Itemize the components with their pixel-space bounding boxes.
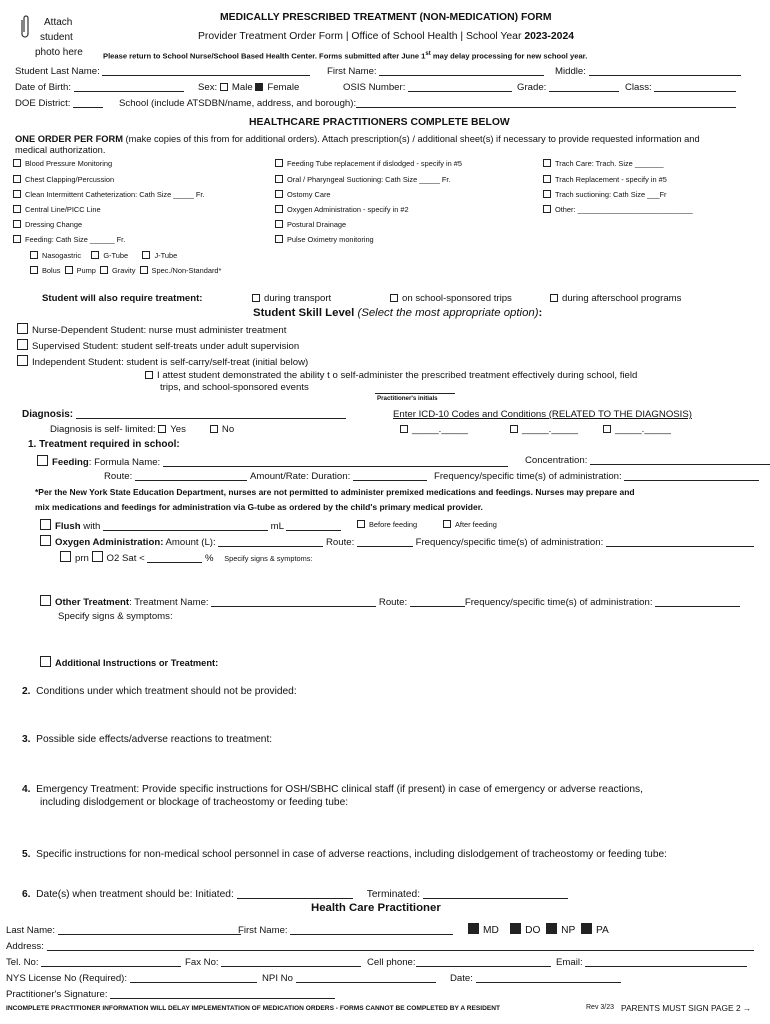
oxygen-field[interactable]: Oxygen Administration: Amount (L): Route: Frequency/specific time(s) of administration: bbox=[40, 535, 754, 548]
practitioner-first-name-field[interactable]: First Name: bbox=[238, 925, 453, 936]
section-1-heading: 1. Treatment required in school: bbox=[28, 439, 180, 450]
nys-note-line1: *Per the New York State Education Department, nurses are not permitted to administer premixed medications and feedings. Nurses may prepare and bbox=[35, 487, 635, 497]
skill-level-heading: Student Skill Level (Select the most appropriate option): bbox=[253, 307, 543, 319]
footer-parents-sign: PARENTS MUST SIGN PAGE 2 → bbox=[621, 1003, 752, 1013]
other-treatment-field[interactable]: Other Treatment: Treatment Name: Route: Frequency/specific time(s) of administration: bbox=[40, 595, 740, 608]
attach-photo-label-1: Attach bbox=[44, 17, 73, 28]
feeding-formula-field[interactable]: Feeding: Formula Name: bbox=[37, 455, 508, 468]
section-4: 4. Emergency Treatment: Provide specific instructions for OSH/SBHC clinical staff (if present) in case of emergency or adverse reactions, bbox=[22, 784, 643, 795]
o2-sat-checkbox[interactable] bbox=[92, 551, 103, 562]
treatment-option[interactable]: Central Line/PICC Line bbox=[13, 205, 101, 214]
np-checkbox[interactable] bbox=[546, 923, 557, 934]
nys-note-line2: mix medications and feedings for administration via G-tube as ordered by the child's primary medical provider. bbox=[35, 502, 483, 512]
practitioner-initials-field[interactable] bbox=[375, 384, 455, 394]
j-tube-checkbox[interactable] bbox=[142, 251, 150, 259]
g-tube-checkbox[interactable] bbox=[91, 251, 99, 259]
practitioner-date-field[interactable]: Date: bbox=[450, 973, 621, 984]
npi-field[interactable]: NPI No bbox=[262, 973, 436, 984]
treatment-option[interactable]: Pulse Oximetry monitoring bbox=[275, 235, 374, 244]
treatment-option[interactable]: Ostomy Care bbox=[275, 190, 331, 199]
concentration-field[interactable]: Concentration: bbox=[525, 455, 770, 466]
practitioner-address-field[interactable]: Address: bbox=[6, 941, 754, 952]
self-limited-field: Diagnosis is self- limited: Yes No bbox=[50, 424, 235, 435]
section-2: 2. Conditions under which treatment should not be provided: bbox=[22, 686, 297, 697]
section-5: 5. Specific instructions for non-medical school personnel in case of adverse reactions, including dislodgement of tracheostomy or feeding tube: bbox=[22, 849, 668, 860]
after-feeding-option[interactable]: After feeding bbox=[443, 520, 497, 529]
md-checkbox[interactable] bbox=[468, 923, 479, 934]
practitioner-tel-field[interactable]: Tel. No: bbox=[6, 957, 181, 968]
attach-photo-label-3: photo here bbox=[35, 47, 83, 58]
doe-district-field[interactable]: DOE District: bbox=[15, 98, 103, 109]
treatment-option[interactable]: Clean Intermittent Catheterization: Cath Size _____ Fr. bbox=[13, 190, 205, 199]
practitioner-email-field[interactable]: Email: bbox=[556, 957, 747, 968]
feeding-subtype-row2: Bolus Pump Gravity Spec./Non-Standard* bbox=[30, 266, 221, 275]
pump-checkbox[interactable] bbox=[65, 266, 73, 274]
nurse-dependent-option[interactable]: Nurse-Dependent Student: nurse must administer treatment bbox=[17, 323, 286, 336]
school-field[interactable]: School (include ATSDBN/name, address, and borough): bbox=[119, 98, 736, 109]
treatment-option[interactable]: Other: ____________________________ bbox=[543, 205, 693, 214]
one-order-note: ONE ORDER PER FORM (make copies of this from for additional orders). Attach prescription(s) / additional sheet(s) if necessary to provide requested information and bbox=[15, 134, 700, 144]
amount-rate-field[interactable]: Amount/Rate: Duration: bbox=[250, 471, 427, 482]
student-first-name-field[interactable]: First Name: bbox=[327, 66, 544, 77]
gravity-checkbox[interactable] bbox=[100, 266, 108, 274]
spec-non-standard-checkbox[interactable] bbox=[140, 266, 148, 274]
student-middle-field[interactable]: Middle: bbox=[555, 66, 741, 77]
additional-instructions-field[interactable]: Additional Instructions or Treatment: bbox=[40, 656, 218, 668]
form-title: MEDICALLY PRESCRIBED TREATMENT (NON-MEDICATION) FORM bbox=[220, 12, 552, 23]
icd-code-1[interactable]: _____._____ bbox=[400, 424, 468, 435]
feeding-subtype-row1: Nasogastric G-Tube J-Tube bbox=[30, 251, 177, 260]
nasogastric-checkbox[interactable] bbox=[30, 251, 38, 259]
supervised-option[interactable]: Supervised Student: student self-treats under adult supervision bbox=[17, 339, 299, 352]
before-feeding-option[interactable]: Before feeding bbox=[357, 520, 417, 529]
practitioner-fax-field[interactable]: Fax No: bbox=[185, 957, 361, 968]
attach-photo-label-2: student bbox=[40, 32, 73, 43]
other-signs-label: Specify signs & symptoms: bbox=[58, 611, 173, 622]
treatment-option[interactable]: Dressing Change bbox=[13, 220, 82, 229]
section-3: 3. Possible side effects/adverse reactions to treatment: bbox=[22, 734, 273, 745]
nys-license-field[interactable]: NYS License No (Required): bbox=[6, 973, 257, 984]
treatment-option[interactable]: Chest Clapping/Percussion bbox=[13, 175, 114, 184]
bolus-checkbox[interactable] bbox=[30, 266, 38, 274]
section-6: 6. Date(s) when treatment should be: Initiated: Terminated: bbox=[22, 889, 568, 900]
icd-code-3[interactable]: _____._____ bbox=[603, 424, 671, 435]
footer-warning: INCOMPLETE PRACTITIONER INFORMATION WILL DELAY IMPLEMENTATION OF MEDICATION ORDERS - FORMS CANNOT BE COMPLETED BY A RESIDENT bbox=[6, 1005, 501, 1012]
section-4-line2: including dislodgement or blockage of tracheostomy or feeding tube: bbox=[40, 797, 349, 808]
paperclip-icon bbox=[18, 14, 32, 40]
dob-field[interactable]: Date of Birth: bbox=[15, 82, 184, 93]
practitioner-last-name-field[interactable]: Last Name: bbox=[6, 925, 241, 936]
treatment-option[interactable]: Feeding: Cath Size ______ Fr. bbox=[13, 235, 125, 244]
independent-option[interactable]: Independent Student: student is self-carry/self-treat (initial below) bbox=[17, 355, 308, 368]
one-order-note-line2: medical authorization. bbox=[15, 145, 106, 155]
self-limited-yes-checkbox[interactable] bbox=[158, 425, 166, 433]
treatment-option[interactable]: Trach Care: Trach. Size _______ bbox=[543, 159, 664, 168]
class-field[interactable]: Class: bbox=[625, 82, 736, 93]
pa-checkbox[interactable] bbox=[581, 923, 592, 934]
afterschool-option[interactable]: during afterschool programs bbox=[550, 293, 681, 304]
practitioner-initials-label: Practitioner's initials bbox=[377, 395, 438, 402]
student-last-name-field[interactable]: Student Last Name: bbox=[15, 66, 310, 77]
self-limited-no-checkbox[interactable] bbox=[210, 425, 218, 433]
attest-checkbox[interactable]: I attest student demonstrated the ability t o self-administer the prescribed treatment effectively during school, field bbox=[145, 370, 637, 381]
during-transport-option[interactable]: during transport bbox=[252, 293, 331, 304]
treatment-option[interactable]: Oral / Pharyngeal Suctioning: Cath Size _____ Fr. bbox=[275, 175, 451, 184]
treatment-option[interactable]: Blood Pressure Monitoring bbox=[13, 159, 112, 168]
treatment-option[interactable]: Trach suctioning: Cath Size ___Fr bbox=[543, 190, 666, 199]
diagnosis-field[interactable]: Diagnosis: bbox=[22, 409, 346, 420]
hcp-heading: HEALTHCARE PRACTITIONERS COMPLETE BELOW bbox=[249, 117, 510, 128]
treatment-option[interactable]: Trach Replacement - specify in #5 bbox=[543, 175, 667, 184]
o2-sat-field: prn O2 Sat < % Specify signs & symptoms: bbox=[60, 551, 313, 564]
attest-line2: trips, and school-sponsored events bbox=[160, 382, 309, 393]
do-checkbox[interactable] bbox=[510, 923, 521, 934]
practitioner-cell-field[interactable]: Cell phone: bbox=[367, 957, 551, 968]
feeding-route-field[interactable]: Route: bbox=[104, 471, 247, 482]
form-subtitle: Provider Treatment Order Form | Office of School Health | School Year 2023-2024 bbox=[198, 31, 575, 42]
sex-field: Sex: Male Female bbox=[198, 82, 300, 93]
school-trips-option[interactable]: on school-sponsored trips bbox=[390, 293, 512, 304]
return-note: Please return to School Nurse/School Based Health Center. Forms submitted after June 1st may delay processing for new school year. bbox=[103, 51, 588, 61]
icd10-label: Enter ICD-10 Codes and Conditions (RELATED TO THE DIAGNOSIS) bbox=[393, 409, 692, 420]
credential-options: MD DO NP PA bbox=[468, 923, 609, 936]
treatment-option[interactable]: Oxygen Administration - specify in #2 bbox=[275, 205, 409, 214]
treatment-option[interactable]: Feeding Tube replacement if dislodged - specify in #5 bbox=[275, 159, 462, 168]
practitioner-signature-field[interactable]: Practitioner's Signature: bbox=[6, 989, 335, 1000]
treatment-option[interactable]: Postural Drainage bbox=[275, 220, 346, 229]
female-checkbox[interactable] bbox=[255, 83, 263, 91]
also-require-label: Student will also require treatment: bbox=[42, 293, 203, 304]
osis-field[interactable]: OSIS Number: bbox=[343, 82, 512, 93]
male-checkbox[interactable] bbox=[220, 83, 228, 91]
practitioner-heading: Health Care Practitioner bbox=[311, 902, 441, 914]
footer-revision: Rev 3/23 bbox=[586, 1004, 615, 1011]
feeding-frequency-field[interactable]: Frequency/specific time(s) of administration: bbox=[434, 471, 759, 482]
prn-checkbox[interactable] bbox=[60, 551, 71, 562]
icd-code-2[interactable]: _____._____ bbox=[510, 424, 578, 435]
flush-field[interactable]: Flush with mL bbox=[40, 519, 341, 532]
grade-field[interactable]: Grade: bbox=[517, 82, 619, 93]
